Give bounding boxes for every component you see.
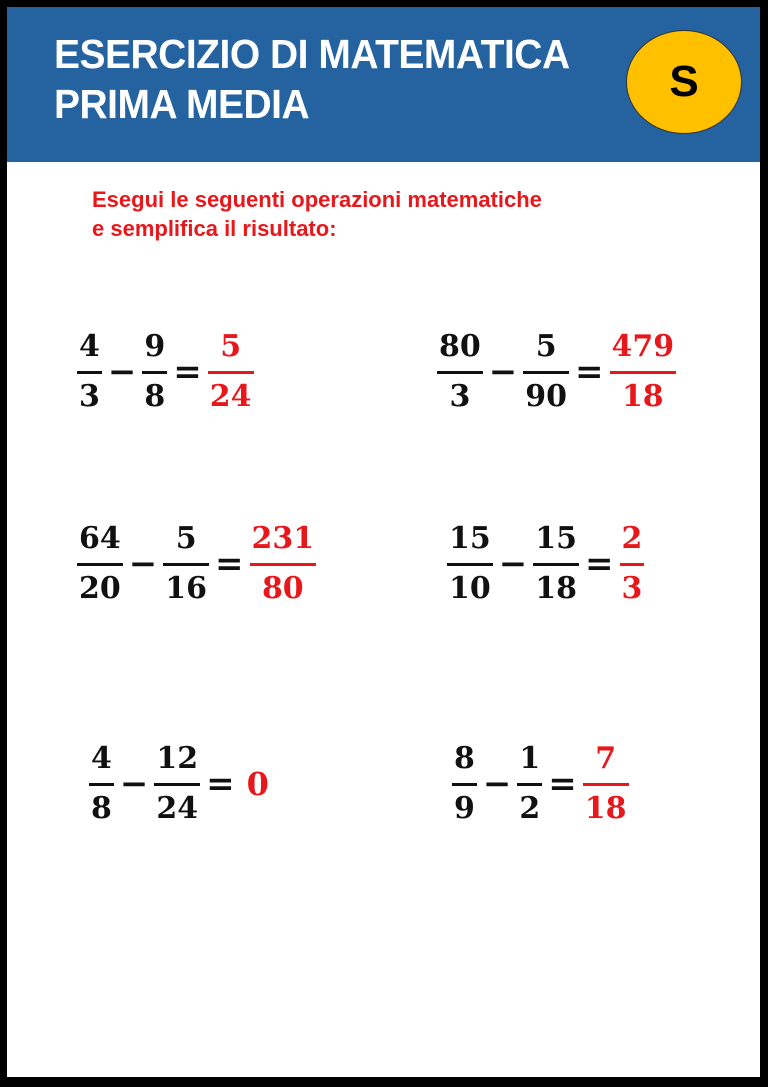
denominator: 18 [584, 791, 627, 826]
numerator: 8 [454, 741, 475, 776]
minus-sign: − [498, 544, 528, 584]
numerator: 5 [175, 521, 197, 556]
title-line-1: ESERCIZIO DI MATEMATICA [54, 31, 570, 77]
denominator: 3 [449, 379, 471, 414]
numerator: 5 [535, 329, 557, 364]
numerator: 479 [611, 329, 675, 364]
exercise-6 [452, 739, 629, 829]
denominator: 8 [144, 379, 166, 414]
result-fraction [620, 519, 645, 609]
title-line-2: PRIMA MEDIA [54, 81, 310, 127]
fraction-b [142, 327, 167, 417]
equals-sign: = [215, 544, 244, 584]
denominator: 90 [525, 379, 567, 414]
result-fraction [250, 519, 317, 609]
equals-sign: = [173, 352, 202, 392]
minus-sign: − [128, 544, 158, 584]
page-title [54, 29, 570, 129]
exercise-1 [77, 327, 254, 417]
exercise-3 [77, 519, 316, 609]
denominator: 2 [519, 791, 541, 826]
instructions-line-2: e semplifica il risultato: [92, 216, 337, 241]
denominator: 18 [535, 571, 577, 606]
fraction-b [517, 739, 542, 829]
fraction-a [89, 739, 114, 829]
fraction-b [163, 519, 209, 609]
denominator: 24 [209, 379, 252, 414]
fraction-a [437, 327, 483, 417]
numerator: 64 [79, 521, 121, 556]
equals-sign: = [548, 764, 577, 804]
fraction-b [523, 327, 569, 417]
denominator: 24 [156, 791, 199, 826]
fraction-a [77, 519, 123, 609]
equals-sign: = [206, 764, 235, 804]
exercise-5 [89, 739, 269, 829]
numerator: 9 [144, 329, 166, 364]
result-fraction [583, 739, 629, 829]
denominator: 10 [449, 571, 491, 606]
denominator: 18 [621, 379, 664, 414]
numerator: 15 [449, 521, 491, 556]
numerator: 231 [251, 521, 315, 556]
denominator: 16 [165, 571, 207, 606]
denominator: 9 [454, 791, 475, 826]
numerator: 5 [220, 329, 242, 364]
fraction-b [154, 739, 200, 829]
fraction-a [447, 519, 493, 609]
exercise-4 [447, 519, 644, 609]
result-fraction [208, 327, 254, 417]
numerator: 1 [519, 741, 541, 776]
minus-sign: − [119, 764, 149, 804]
level-badge: S [626, 30, 742, 134]
equals-sign: = [575, 352, 604, 392]
instructions-line-1: Esegui le seguenti operazioni matematiche [92, 187, 542, 212]
numerator: 4 [91, 741, 112, 776]
header-banner [7, 7, 760, 162]
denominator: 8 [91, 791, 112, 826]
result-fraction [610, 327, 677, 417]
numerator: 4 [79, 329, 100, 364]
numerator: 7 [595, 741, 617, 776]
numerator: 2 [621, 521, 643, 556]
denominator: 20 [79, 571, 121, 606]
equals-sign: = [585, 544, 614, 584]
fraction-b [533, 519, 579, 609]
minus-sign: − [488, 352, 518, 392]
worksheet-page [7, 7, 760, 1077]
instructions [92, 185, 542, 243]
fraction-a [77, 327, 102, 417]
denominator: 80 [261, 571, 304, 606]
fraction-a [452, 739, 477, 829]
denominator: 3 [79, 379, 100, 414]
exercise-2 [437, 327, 676, 417]
result-value: 0 [246, 765, 269, 803]
numerator: 80 [439, 329, 481, 364]
denominator: 3 [621, 571, 643, 606]
minus-sign: − [482, 764, 512, 804]
minus-sign: − [107, 352, 137, 392]
numerator: 15 [535, 521, 577, 556]
numerator: 12 [156, 741, 199, 776]
